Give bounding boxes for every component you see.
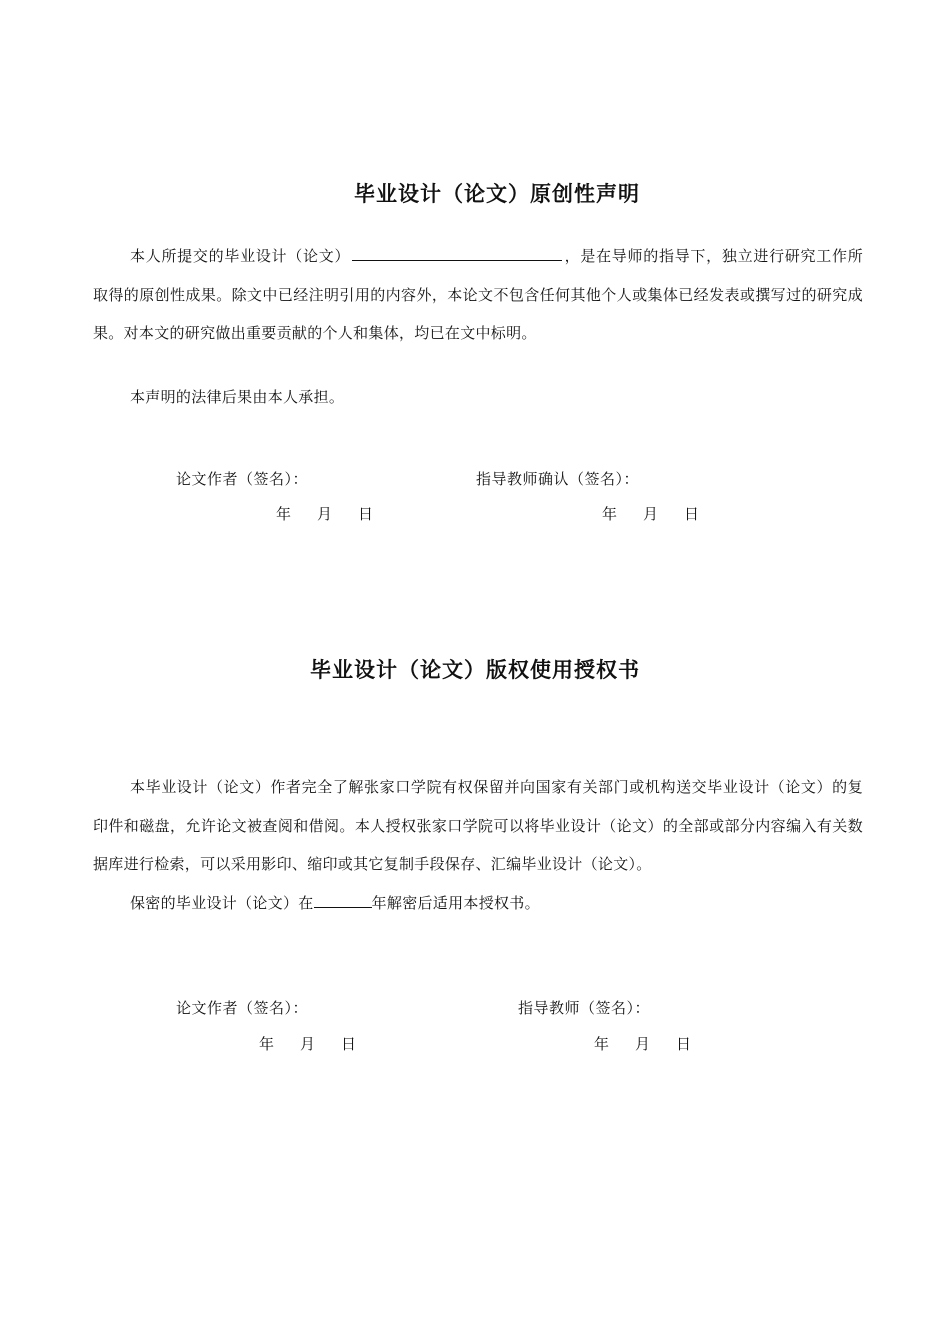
declaration-author-date (276, 503, 373, 524)
day-label: 日 (358, 505, 374, 523)
declaration-text-after-blank: ，是在导师的指导下，独立进行研究工作所取得的原创性成果。除文中已经注明引用的内容外，本论文不包含任何其他个人或集体已经发表或撰写过的研究成果。对本文的研究做出重要贡献的个人和集体，均已在文中标明。 (93, 247, 864, 342)
authorization-advisor-date (594, 1033, 691, 1054)
confidential-paragraph (93, 884, 863, 923)
confidential-text-after-blank: 年解密后适用本授权书。 (371, 894, 540, 912)
declaration-advisor-signature-label: 指导教师确认（签名）： (476, 470, 640, 488)
day-label: 日 (684, 505, 700, 523)
month-label: 月 (635, 1035, 651, 1053)
authorization-author-date (259, 1033, 356, 1054)
confidential-years-blank (314, 893, 372, 908)
year-label: 年 (602, 505, 618, 523)
declaration-title: 毕业设计（论文）原创性声明 (354, 182, 640, 206)
declaration-text-before-blank: 本人所提交的毕业设计（论文） (130, 247, 351, 265)
month-label: 月 (317, 505, 333, 523)
year-label: 年 (276, 505, 292, 523)
authorization-advisor-signature-label: 指导教师（签名）： (518, 999, 651, 1017)
month-label: 月 (300, 1035, 316, 1053)
month-label: 月 (643, 505, 659, 523)
day-label: 日 (676, 1035, 692, 1053)
declaration-legal-paragraph: 本声明的法律后果由本人承担。 (130, 388, 345, 406)
declaration-paragraph (93, 237, 863, 353)
authorization-paragraph: 本毕业设计（论文）作者完全了解张家口学院有权保留并向国家有关部门或机构送交毕业设计（论文）的复印件和磁盘，允许论文被查阅和借阅。本人授权张家口学院可以将毕业设计（论文）的全部或部分内容编入有关数据库进行检索，可以采用影印、缩印或其它复制手段保存、汇编毕业设计（论文）。 (93, 778, 863, 873)
year-label: 年 (594, 1035, 610, 1053)
authorization-title: 毕业设计（论文）版权使用授权书 (310, 658, 640, 682)
day-label: 日 (341, 1035, 357, 1053)
declaration-author-signature-label: 论文作者（签名）： (176, 470, 309, 488)
year-label: 年 (259, 1035, 275, 1053)
authorization-author-signature-label: 论文作者（签名）： (176, 999, 309, 1017)
confidential-text-before-blank: 保密的毕业设计（论文）在 (130, 894, 314, 912)
declaration-advisor-date (602, 503, 699, 524)
thesis-title-blank (352, 246, 562, 261)
